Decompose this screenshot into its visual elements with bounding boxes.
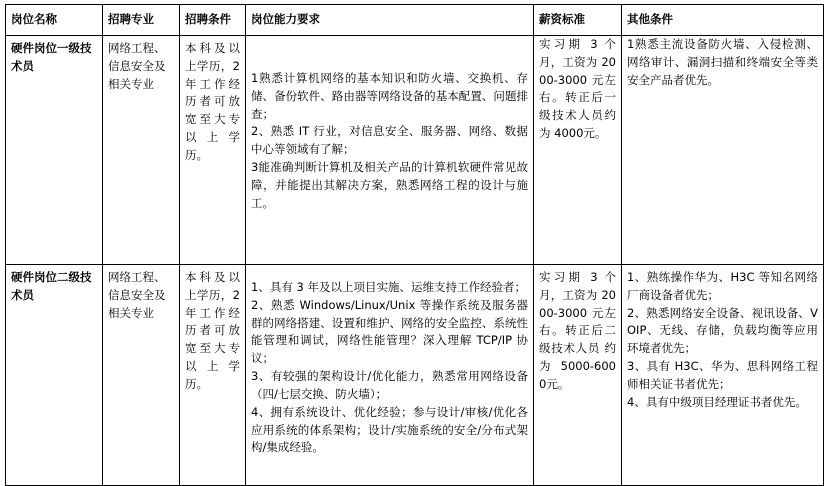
other-item: 2、熟悉网络安全设备、视讯设备、VOIP、无线、存储，负载均衡等应用环境者优先； bbox=[627, 305, 818, 356]
cell-condition: 本科及以上学历，2 年工作经历者可放宽至大专 以 上 学历。 bbox=[180, 265, 246, 486]
cell-major: 网络工程、信息安全及相关专业 bbox=[103, 265, 180, 486]
cell-other bbox=[622, 265, 824, 486]
ability-item: 2、熟悉 IT 行业，对信息安全、服务器、网络、数据中心等领域有了解； bbox=[251, 124, 528, 157]
table-header-row bbox=[6, 5, 824, 36]
ability-item: 1熟悉计算机网络的基本知识和防火墙、交换机、存储、备份软件、路由器等网络设备的基本配置、问题排查； bbox=[251, 71, 528, 121]
header-other: 其他条件 bbox=[622, 5, 824, 36]
cell-ability bbox=[246, 36, 534, 265]
header-salary: 薪资标准 bbox=[534, 5, 622, 36]
job-requirements-table bbox=[5, 4, 824, 486]
other-item: 4、具有中级项目经理证书者优先。 bbox=[627, 394, 807, 409]
cell-salary: 实习期 3 个月，工资为 2000-3000 元左右。转正后一级技术人员约为 4000元。 bbox=[534, 36, 622, 265]
cell-post-name: 硬件岗位一级技术员 bbox=[6, 36, 103, 265]
ability-item: 1、具有 3 年及以上项目实施、运维支持工作经验者； bbox=[251, 280, 526, 294]
ability-item: 3能准确判断计算机及相关产品的计算机软硬件常见故障，并能提出其解决方案，熟悉网络工程的设计与施工。 bbox=[251, 160, 528, 210]
ability-item: 3、有较强的架构设计/优化能力，熟悉常用网络设备（四/七层交换、防火墙）； bbox=[251, 369, 528, 401]
other-item: 3、具有 H3C、华为、思科网络工程师相关证书者优先； bbox=[627, 359, 818, 391]
cell-major: 网络工程、信息安全及相关专业 bbox=[103, 36, 180, 265]
other-item: 1、熟练操作华为、H3C 等知名网络厂商设备者优先； bbox=[627, 270, 818, 302]
cell-ability bbox=[246, 265, 534, 486]
cell-salary: 实习期 3 个月，工资为 2000-3000 元左右。转正后二级技术人员 约 为 5000-6000元。 bbox=[534, 265, 622, 486]
header-condition: 招聘条件 bbox=[180, 5, 246, 36]
cell-other bbox=[622, 36, 824, 265]
ability-item: 4、拥有系统设计、优化经验；参与设计/审核/优化各应用系统的体系架构；设计/实施系统的安全/分布式架构/集成经验。 bbox=[251, 404, 528, 455]
table-row bbox=[6, 36, 824, 265]
header-major: 招聘专业 bbox=[103, 5, 180, 36]
table-row bbox=[6, 265, 824, 486]
cell-condition: 本科及以上学历，2 年工作经历者可放宽至大专 以 上 学历。 bbox=[180, 36, 246, 265]
header-ability: 岗位能力要求 bbox=[246, 5, 534, 36]
cell-post-name: 硬件岗位二级技术员 bbox=[6, 265, 103, 486]
document-page bbox=[0, 4, 830, 455]
other-item: 1熟悉主流设备防火墙、入侵检测、网络审计、漏洞扫描和终端安全等类安全产品者优先。 bbox=[627, 37, 818, 87]
header-post-name: 岗位名称 bbox=[6, 5, 103, 36]
ability-item: 2、熟悉 Windows/Linux/Unix 等操作系统及服务器群的网络搭建、设置和维护、网络的安全监控、系统性能管理和调试，网络性能管理？深入理解 TCP/IP 协议； bbox=[251, 297, 528, 366]
